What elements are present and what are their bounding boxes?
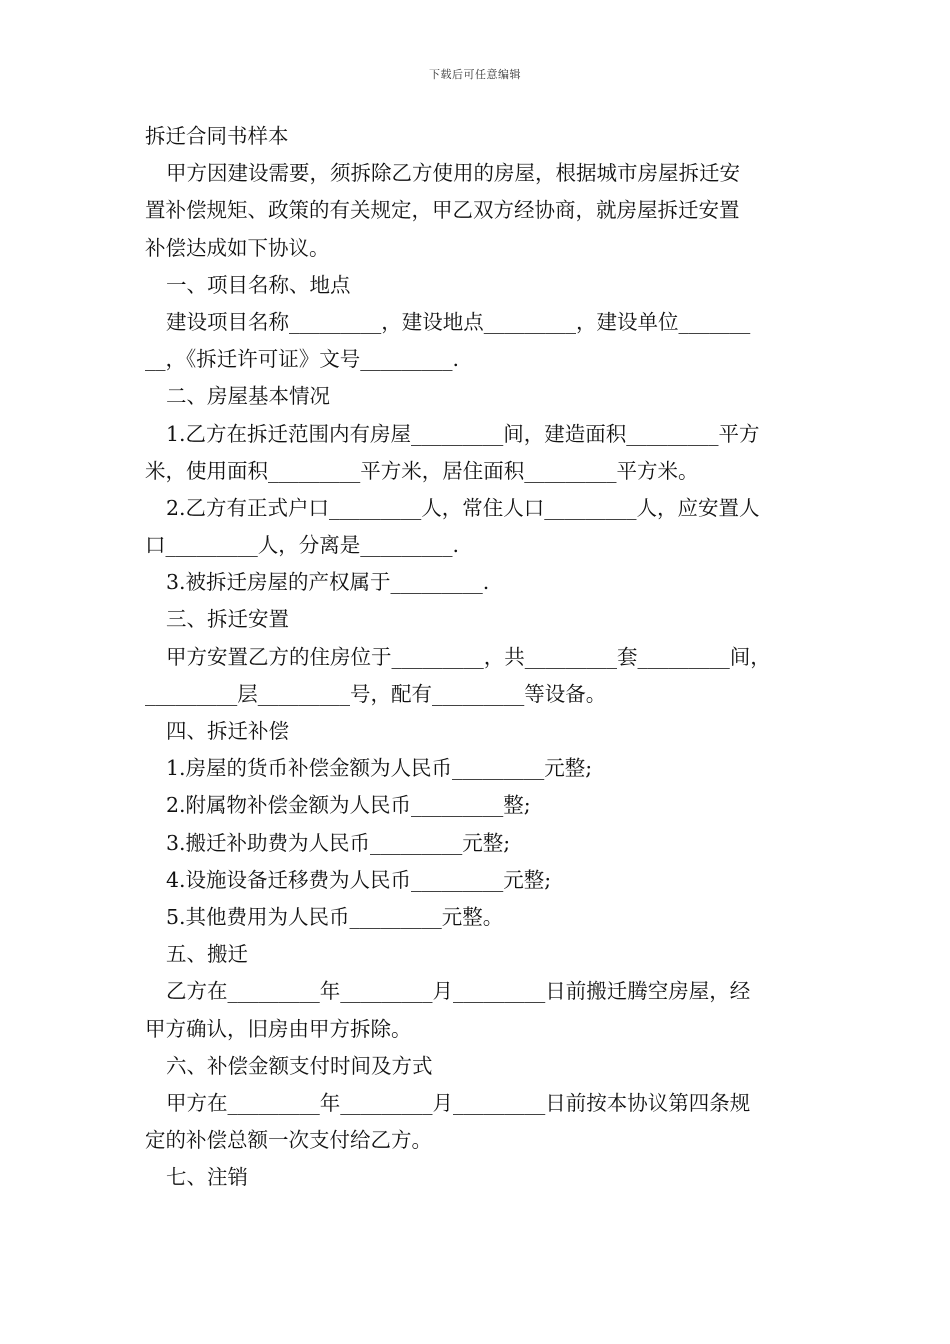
text-line: 5.其他费用为人民币_________元整。 xyxy=(166,904,504,929)
text-line: 1.房屋的货币补偿金额为人民币_________元整; xyxy=(166,756,593,781)
text-line: 三、拆迁安置 xyxy=(166,607,289,632)
text-line: 乙方在_________年_________月_________日前搬迁腾空房屋，经 xyxy=(166,979,751,1004)
text-line: 建设项目名称_________，建设地点_________，建设单位_______ xyxy=(166,309,751,334)
text-line: 甲方在_________年_________月_________日前按本协议第四条规 xyxy=(166,1090,751,1115)
text-line: 4.设施设备迁移费为人民币_________元整; xyxy=(166,867,552,892)
text-line: _________层_________号，配有_________等设备。 xyxy=(145,681,607,706)
text-line: 五、搬迁 xyxy=(166,942,248,967)
text-line: 补偿达成如下协议。 xyxy=(145,235,330,260)
text-line: 2.乙方有正式户口_________人，常住人口_________人，应安置人 xyxy=(166,495,760,520)
text-line: 3.被拆迁房屋的产权属于_________. xyxy=(166,570,490,595)
text-line: 置补偿规矩、政策的有关规定，甲乙双方经协商，就房屋拆迁安置 xyxy=(145,198,740,223)
text-line: 定的补偿总额一次支付给乙方。 xyxy=(145,1128,432,1153)
text-line: 七、注销 xyxy=(166,1165,248,1190)
text-line: 甲方因建设需要，须拆除乙方使用的房屋，根据城市房屋拆迁安 xyxy=(166,161,740,186)
text-line: 甲方确认，旧房由甲方拆除。 xyxy=(145,1016,412,1041)
page-header: 下载后可任意编辑 xyxy=(429,68,521,81)
text-line: 甲方安置乙方的住房位于_________，共_________套_________间， xyxy=(166,644,771,669)
text-line: 米，使用面积_________平方米，居住面积_________平方米。 xyxy=(145,458,699,483)
text-line: __，《拆迁许可证》文号_________. xyxy=(145,347,460,372)
contract-body xyxy=(145,118,815,1196)
text-line: 四、拆迁补偿 xyxy=(166,719,289,743)
document-title: 拆迁合同书样本 xyxy=(145,124,289,148)
text-line: 一、项目名称、地点 xyxy=(166,272,351,297)
text-line: 口_________人，分离是_________. xyxy=(145,533,460,558)
text-line: 二、房屋基本情况 xyxy=(166,384,330,409)
text-line: 2.附属物补偿金额为人民币_________整; xyxy=(166,793,531,818)
text-line: 3.搬迁补助费为人民币_________元整; xyxy=(166,830,511,855)
text-line: 六、补偿金额支付时间及方式 xyxy=(166,1053,433,1078)
text-line: 1.乙方在拆迁范围内有房屋_________间，建造面积_________平方 xyxy=(166,421,760,446)
